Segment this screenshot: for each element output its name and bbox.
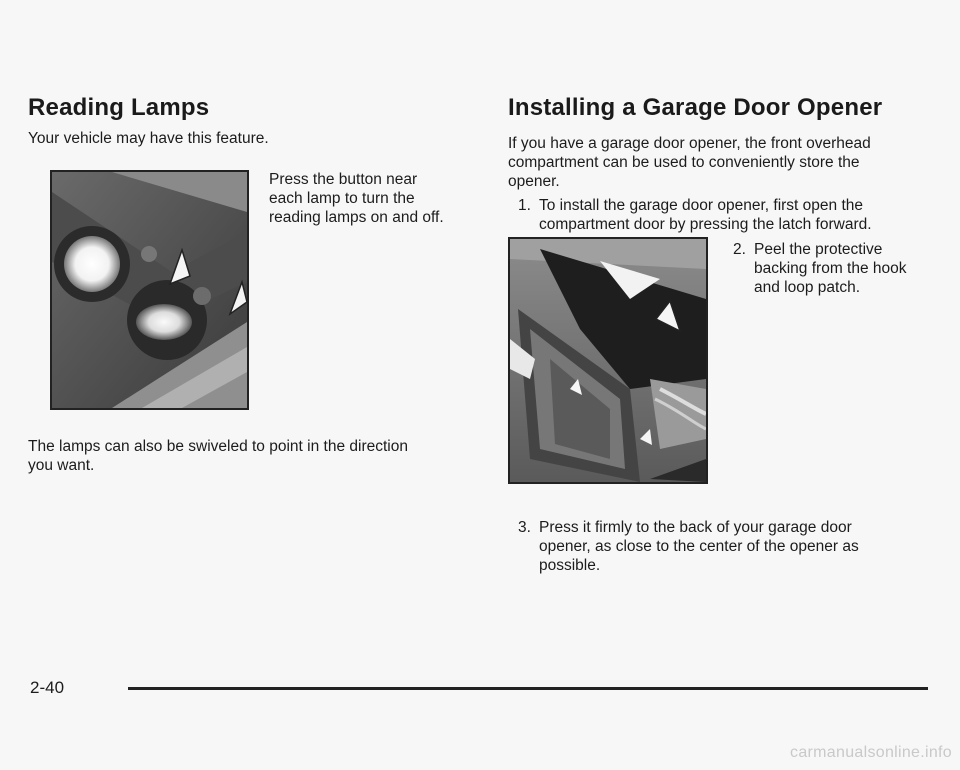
garage-step-3 (518, 518, 938, 578)
page-number: 2-40 (30, 678, 65, 697)
garage-step-2-line-2: backing from the hook (754, 260, 907, 277)
watermark: carmanualsonline.info (790, 744, 952, 761)
garage-step-1-number: 1. (518, 197, 531, 214)
garage-step-1-line-2: compartment door by pressing the latch forward. (539, 216, 872, 233)
reading-lamps-outro-line-2: you want. (28, 457, 95, 474)
reading-lamps-caption-line-3: reading lamps on and off. (269, 209, 444, 226)
garage-step-1-line-1: To install the garage door opener, first open the (539, 197, 863, 214)
reading-lamps-caption-line-1: Press the button near (269, 171, 418, 188)
footer-rule (128, 687, 928, 690)
reading-lamps-photo (50, 170, 249, 410)
garage-step-3-line-1: Press it firmly to the back of your garage door (539, 519, 852, 536)
garage-step-1 (518, 196, 938, 236)
garage-step-2-number: 2. (733, 241, 746, 258)
reading-lamps-intro: Your vehicle may have this feature. (28, 130, 269, 147)
reading-lamps-heading: Reading Lamps (28, 94, 210, 121)
garage-step-3-line-3: possible. (539, 557, 601, 574)
reading-lamps-caption-line-2: each lamp to turn the (269, 190, 415, 207)
garage-opener-intro-line-1: If you have a garage door opener, the front overhead (508, 135, 871, 152)
garage-opener-intro-line-2: compartment can be used to conveniently store the (508, 154, 860, 171)
garage-opener-heading: Installing a Garage Door Opener (508, 94, 883, 121)
garage-step-2-line-3: and loop patch. (754, 279, 861, 296)
garage-step-3-number: 3. (518, 519, 531, 536)
garage-step-2-line-1: Peel the protective (754, 241, 883, 258)
reading-lamps-outro-line-1: The lamps can also be swiveled to point in the direction (28, 438, 408, 455)
garage-opener-intro-line-3: opener. (508, 173, 560, 190)
garage-step-2 (733, 240, 943, 300)
garage-step-3-line-2: opener, as close to the center of the opener as (539, 538, 859, 555)
garage-opener-photo (508, 237, 708, 484)
